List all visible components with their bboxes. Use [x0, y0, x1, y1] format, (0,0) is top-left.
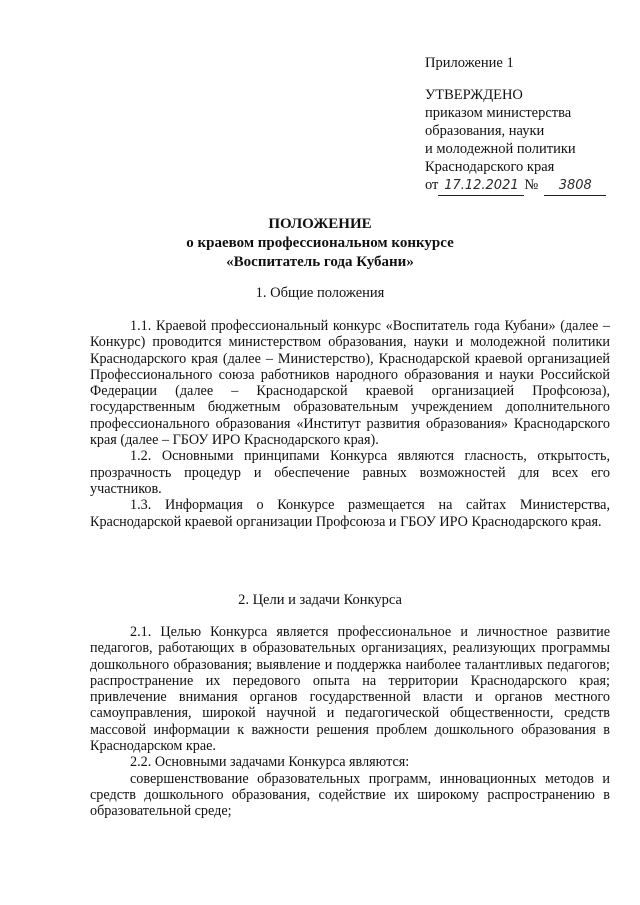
section-1-heading: 1. Общие положения — [255, 285, 385, 301]
date-prefix: от — [425, 177, 439, 193]
title-line-1: ПОЛОЖЕНИЕ — [268, 216, 372, 232]
title-line-2: о краевом профессиональном конкурсе — [186, 235, 454, 251]
document-title — [0, 215, 640, 272]
appendix-label: Приложение 1 — [425, 55, 514, 71]
order-line: приказом министерства — [425, 105, 572, 121]
order-line: и молодежной политики — [425, 141, 576, 157]
paragraph-1-2: 1.2. Основными принципами Конкурса являются гласность, открытость, прозрачность процедур и обеспечение равных возможностей для всех его участников. — [90, 448, 610, 497]
order-number: 3808 — [544, 177, 606, 196]
section-2-heading: 2. Цели и задачи Конкурса — [238, 592, 402, 608]
approved-stamp-text: УТВЕРЖДЕНО — [425, 87, 523, 103]
section-2-body — [90, 624, 610, 820]
order-line: образования, науки — [425, 123, 545, 139]
order-date-number-line — [425, 176, 606, 196]
approval-block — [425, 86, 606, 196]
section-1-body — [90, 318, 610, 530]
paragraph-2-3: совершенствование образовательных программ, инновационных методов и средств дошкольного образования, содействие их широкому распространению в образовательной среде; — [90, 770, 610, 820]
order-date: 17.12.2021 — [438, 177, 524, 196]
paragraph-1-1: 1.1. Краевой профессиональный конкурс «Воспитатель года Кубани» (далее – Конкурс) проводится министерством образования, науки и молодежной политики Краснодарского края (далее – Министерство), Краснодарской краевой организацией Профессионального союза работников народного образования и науки Российской Федерации (далее – Краснодарской краевой организацией Профсоюза), государственным бюджетным образовательным учреждением дополнительного профессионального образования «Институт развития образования» Краснодарского края (далее – ГБОУ ИРО Краснодарского края). — [90, 318, 610, 449]
paragraph-2-1: 2.1. Целью Конкурса является профессиональное и личностное развитие педагогов, работающих в образовательных организациях, реализующих программы дошкольного образования; выявление и поддержка наиболее талантливых педагогов; распространение их передового опыта на территории Краснодарского края; привлечение внимания органов государственной власти и органов местного самоуправления, широкой научной и педагогической общественности, средств массовой информации к важности решения проблем дошкольного образования в Краснодарском крае. — [90, 624, 610, 755]
order-line: Краснодарского края — [425, 159, 555, 175]
title-line-3: «Воспитатель года Кубани» — [226, 254, 414, 270]
paragraph-2-2: 2.2. Основными задачами Конкурса являются: — [130, 754, 410, 771]
number-sign: № — [524, 177, 539, 193]
paragraph-1-3: 1.3. Информация о Конкурсе размещается на сайтах Министерства, Краснодарской краевой организации Профсоюза и ГБОУ ИРО Краснодарского края. — [90, 497, 610, 530]
